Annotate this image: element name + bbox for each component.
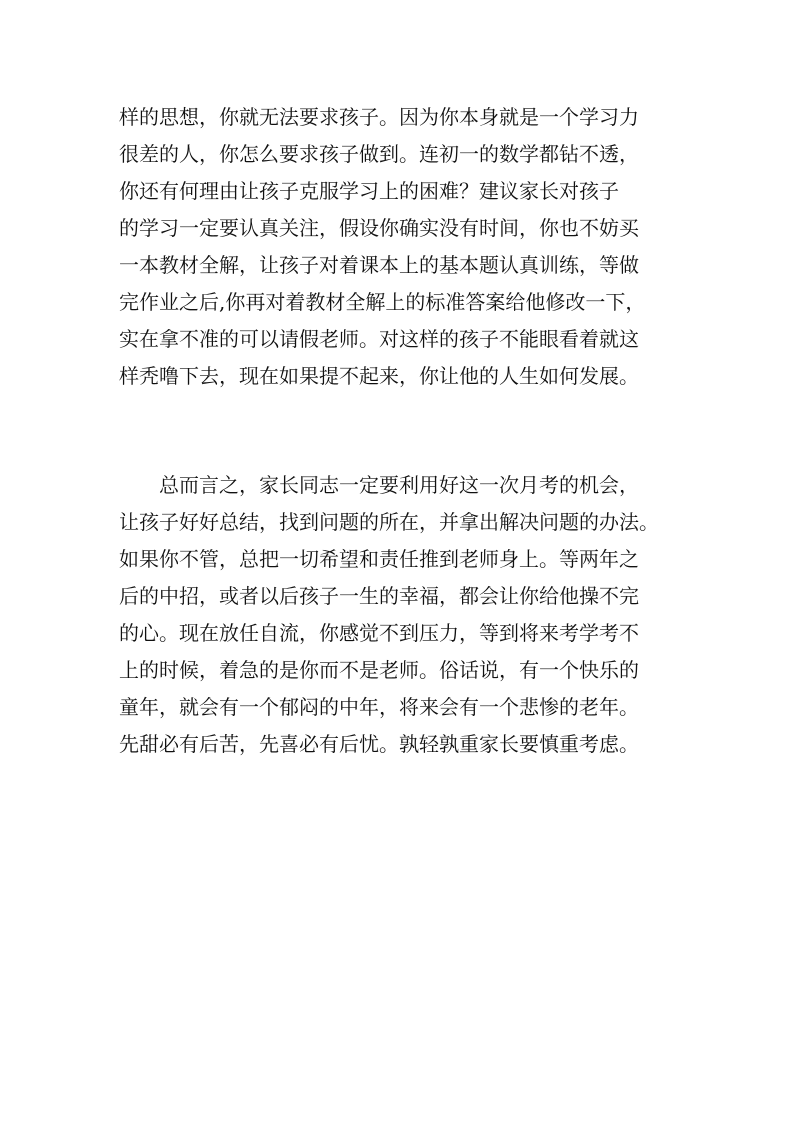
paragraph-1-line-4: 的学习一定要认真关注，假设你确实没有时间，你也不妨买: [119, 216, 639, 240]
paragraph-1-line-1: 样的思想，你就无法要求孩子。因为你本身就是一个学习力: [119, 105, 639, 129]
paragraph-2-line-1: 总而言之，家长同志一定要利用好这一次月考的机会，: [159, 473, 639, 497]
paragraph-2-line-6: 上的时候，着急的是你而不是老师。俗话说，有一个快乐的: [119, 658, 639, 682]
paragraph-2-line-3: 如果你不管，总把一切希望和责任推到老师身上。等两年之: [119, 547, 639, 571]
paragraph-2-line-7: 童年，就会有一个郁闷的中年，将来会有一个悲惨的老年。: [119, 695, 639, 719]
paragraph-2-line-5: 的心。现在放任自流，你感觉不到压力，等到将来考学考不: [119, 621, 639, 645]
paragraph-1-line-8: 样秃噜下去，现在如果提不起来，你让他的人生如何发展。: [119, 364, 639, 388]
paragraph-2-line-4: 后的中招，或者以后孩子一生的幸福，都会让你给他操不完: [119, 584, 639, 608]
paragraph-2-line-2: 让孩子好好总结，找到问题的所在，并拿出解决问题的办法。: [119, 510, 659, 534]
paragraph-1-line-5: 一本教材全解，让孩子对着课本上的基本题认真训练，等做: [119, 253, 639, 277]
paragraph-2-line-8: 先甜必有后苦，先喜必有后忧。孰轻孰重家长要慎重考虑。: [119, 732, 639, 756]
paragraph-1-line-7: 实在拿不准的可以请假老师。对这样的孩子不能眼看着就这: [119, 327, 639, 351]
paragraph-1-line-3: 你还有何理由让孩子克服学习上的困难？建议家长对孩子: [119, 179, 619, 203]
paragraph-1-line-2: 很差的人，你怎么要求孩子做到。连初一的数学都钻不透，: [119, 142, 639, 166]
paragraph-1-line-6: 完作业之后,你再对着教材全解上的标准答案给他修改一下，: [119, 290, 646, 314]
